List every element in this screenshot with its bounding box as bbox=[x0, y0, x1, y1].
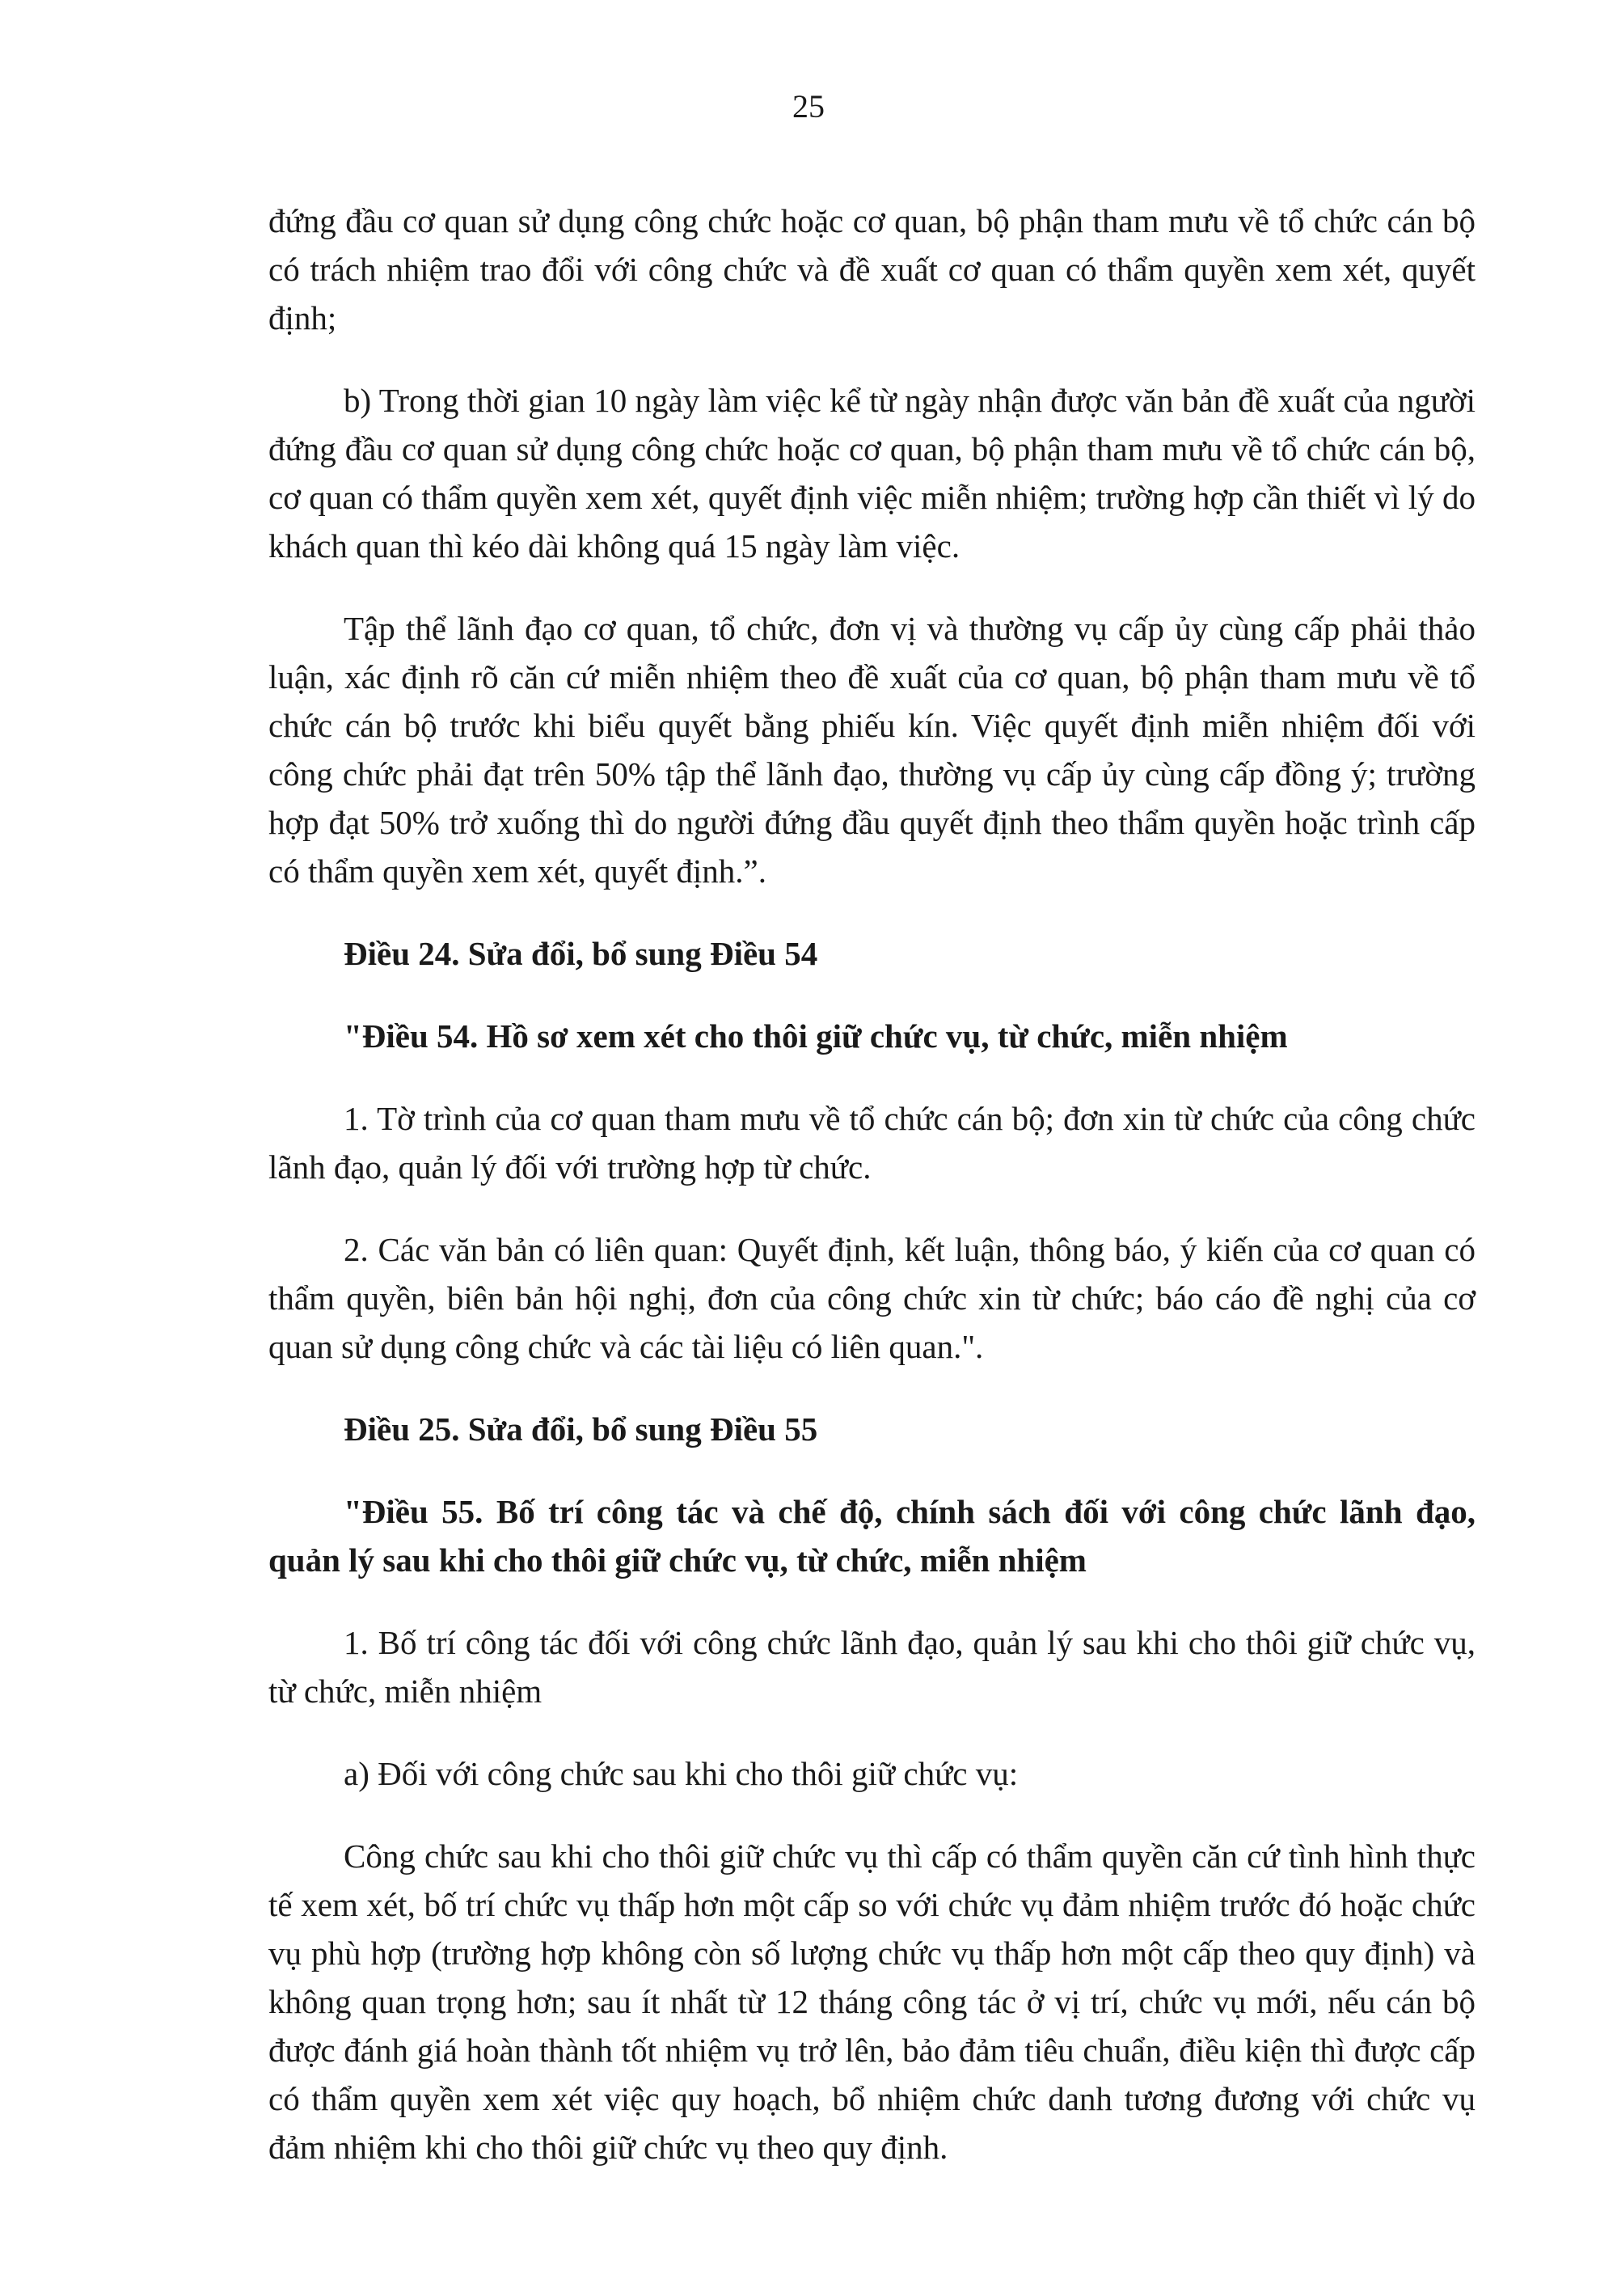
article-25-heading: Điều 25. Sửa đổi, bổ sung Điều 55 bbox=[344, 1410, 818, 1448]
paragraph-clause-1-assignment: 1. Bố trí công tác đối với công chức lãnh đạo, quản lý sau khi cho thôi giữ chức vụ, từ chức, miễn nhiệm bbox=[268, 1624, 1476, 1710]
paragraph-clause-1: 1. Tờ trình của cơ quan tham mưu về tổ chức cán bộ; đơn xin từ chức của công chức lãnh đạo, quản lý đối với trường hợp từ chức. bbox=[268, 1100, 1476, 1186]
paragraph-after-dismissal: Công chức sau khi cho thôi giữ chức vụ thì cấp có thẩm quyền căn cứ tình hình thực tế xem xét, bố trí chức vụ thấp hơn một cấp so với chức vụ đảm nhiệm trước đó hoặc chức vụ phù hợp (trường hợp không còn số lượng chức vụ thấp hơn một cấp theo quy định) và không quan trọng hơn; sau ít nhất từ 12 tháng công tác ở vị trí, chức vụ mới, nếu cán bộ được đánh giá hoàn thành tốt nhiệm vụ trở lên, bảo đảm tiêu chuẩn, điều kiện thì được cấp có thẩm quyền xem xét việc quy hoạch, bổ nhiệm chức danh tương đương với chức vụ đảm nhiệm khi cho thôi giữ chức vụ theo quy định. bbox=[268, 1837, 1476, 2166]
paragraph-continuation: đứng đầu cơ quan sử dụng công chức hoặc cơ quan, bộ phận tham mưu về tổ chức cán bộ có trách nhiệm trao đổi với công chức và đề xuất cơ quan có thẩm quyền xem xét, quyết định; bbox=[268, 202, 1476, 336]
paragraph-collective-leadership: Tập thể lãnh đạo cơ quan, tổ chức, đơn vị và thường vụ cấp ủy cùng cấp phải thảo luận, xác định rõ căn cứ miễn nhiệm theo đề xuất của cơ quan, bộ phận tham mưu về tổ chức cán bộ trước khi biểu quyết bằng phiếu kín. Việc quyết định miễn nhiệm đối với công chức phải đạt trên 50% tập thể lãnh đạo, thường vụ cấp ủy cùng cấp đồng ý; trường hợp đạt 50% trở xuống thì do người đứng đầu quyết định theo thẩm quyền hoặc trình cấp có thẩm quyền xem xét, quyết định.”. bbox=[268, 610, 1476, 890]
page-number: 25 bbox=[792, 88, 825, 125]
article-24-heading: Điều 24. Sửa đổi, bổ sung Điều 54 bbox=[344, 935, 818, 972]
paragraph-clause-2: 2. Các văn bản có liên quan: Quyết định, kết luận, thông báo, ý kiến của cơ quan có thẩm quyền, biên bản hội nghị, đơn của công chức xin từ chức; báo cáo đề nghị của cơ quan sử dụng công chức và các tài liệu có liên quan.". bbox=[268, 1231, 1476, 1365]
article-54-title: "Điều 54. Hồ sơ xem xét cho thôi giữ chức vụ, từ chức, miễn nhiệm bbox=[344, 1017, 1288, 1055]
paragraph-item-a: a) Đối với công chức sau khi cho thôi giữ chức vụ: bbox=[344, 1755, 1019, 1792]
article-55-title: "Điều 55. Bố trí công tác và chế độ, chính sách đối với công chức lãnh đạo, quản lý sau khi cho thôi giữ chức vụ, từ chức, miễn nhiệm bbox=[268, 1493, 1476, 1579]
document-body bbox=[268, 197, 1476, 2171]
paragraph-item-b: b) Trong thời gian 10 ngày làm việc kể từ ngày nhận được văn bản đề xuất của người đứng đầu cơ quan sử dụng công chức hoặc cơ quan, bộ phận tham mưu về tổ chức cán bộ, cơ quan có thẩm quyền xem xét, quyết định việc miễn nhiệm; trường hợp cần thiết vì lý do khách quan thì kéo dài không quá 15 ngày làm việc. bbox=[268, 382, 1476, 564]
